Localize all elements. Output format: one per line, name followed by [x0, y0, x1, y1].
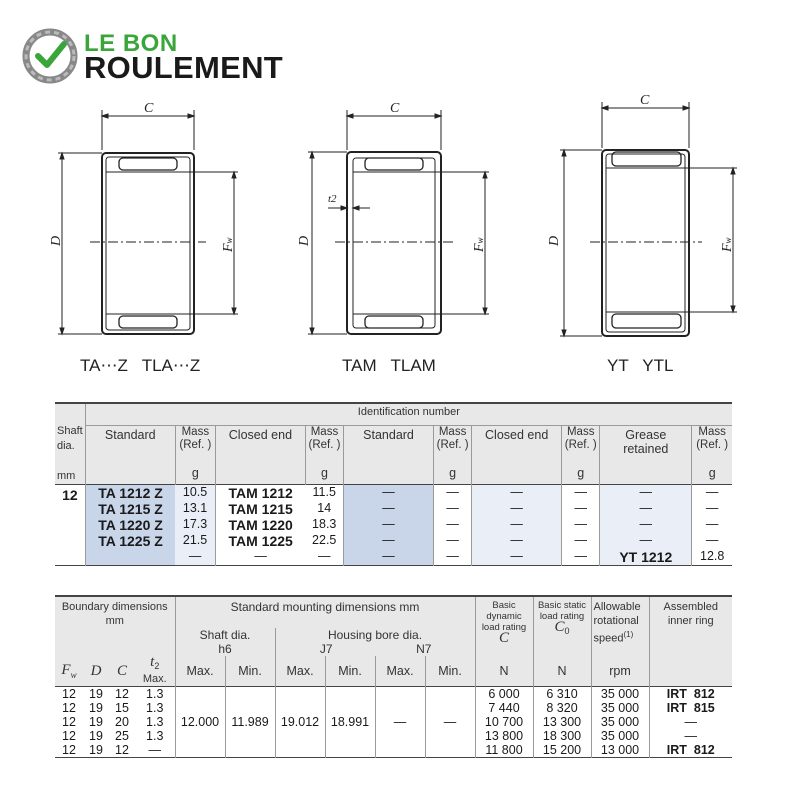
fw-value: 12	[62, 729, 76, 744]
part-number: —	[600, 517, 692, 533]
part-number: TA 1212 Z	[85, 485, 175, 502]
c-value: 20	[115, 715, 129, 730]
part-number: TAM 1212	[215, 485, 305, 502]
unit-n: N	[533, 656, 591, 687]
t2-value: 1.3	[146, 687, 164, 702]
group-standard: Standard	[85, 426, 175, 466]
static-rating-header: Basic static load rating $C_0$	[533, 596, 591, 656]
table-row	[55, 549, 732, 566]
table-row	[55, 533, 732, 549]
ident-header: Identification number	[85, 403, 732, 426]
bearing-drawings	[0, 90, 800, 390]
d-value: 19	[89, 715, 103, 730]
group-closed-end: Closed end	[215, 426, 305, 466]
mass-header: Mass (Ref. )	[175, 426, 215, 466]
mass-unit: g	[692, 466, 732, 485]
table-row	[55, 501, 732, 517]
dynamic-rating-value: 11 800	[475, 743, 533, 758]
fw-value: 12	[62, 715, 76, 730]
mass-value: 11.5	[312, 485, 336, 499]
part-number: —	[343, 549, 433, 566]
part-number: —	[600, 533, 692, 549]
mass-header: Mass (Ref. )	[434, 426, 472, 466]
part-number: —	[472, 485, 562, 502]
c-value: 15	[115, 701, 129, 716]
mass-value: 13.1	[175, 501, 215, 517]
group-standard-2: Standard	[343, 426, 433, 466]
part-number: —	[343, 485, 433, 502]
mass-value: 17.3	[175, 517, 215, 533]
shaft-value: 12	[62, 487, 78, 503]
col-max: Max.	[275, 656, 325, 687]
dynamic-rating-value: 7 440	[475, 701, 533, 715]
brand-line1: LE BON	[84, 30, 178, 57]
housing-bore: Housing bore dia. J7 N7	[275, 628, 475, 656]
dimensions-table	[55, 595, 732, 758]
part-number: —	[472, 533, 562, 549]
caption-ta-z: TA⋯Z TLA⋯Z	[80, 356, 201, 375]
speed-header: Allowable rotational speed$^{(1)}$	[591, 596, 649, 656]
mass-header: Mass (Ref. )	[305, 426, 343, 466]
static-rating-value: 18 300	[533, 729, 591, 743]
t2-value: 1.3	[146, 729, 164, 744]
mass-unit: g	[562, 466, 600, 485]
inner-ring-value: —	[649, 715, 732, 729]
speed-value: 13 000	[591, 743, 649, 758]
mass-unit: g	[305, 466, 343, 485]
static-rating-value: 15 200	[533, 743, 591, 758]
part-number: —	[215, 549, 305, 566]
dim-d-label: D	[297, 235, 312, 246]
dim-d-label: D	[49, 235, 64, 246]
mass-unit: g	[175, 466, 215, 485]
fw-value: 12	[62, 743, 76, 758]
d-value: 19	[89, 743, 103, 758]
h6-min-value: 11.989	[225, 687, 275, 758]
part-number: TAM 1225	[215, 533, 305, 549]
speed-value: 35 000	[591, 687, 649, 702]
group-grease-retained: Grease retained	[600, 426, 692, 466]
fw-value: 12	[62, 701, 76, 716]
mass-value: —	[692, 501, 732, 517]
part-number: YT 1212	[600, 549, 692, 566]
mass-value: —	[562, 485, 600, 502]
dim-t2-label: t2	[328, 193, 337, 205]
mass-value: —	[562, 549, 600, 566]
inner-ring-value: —	[649, 729, 732, 743]
inner-ring-value: IRT 812	[649, 743, 732, 758]
mass-value: —	[434, 485, 472, 502]
part-number: TA 1215 Z	[85, 501, 175, 517]
group-closed-end-2: Closed end	[472, 426, 562, 466]
unit-n: N	[475, 656, 533, 687]
n7-min-value: —	[425, 687, 475, 758]
t2-value: 1.3	[146, 701, 164, 716]
c-value: 12	[115, 687, 129, 702]
dim-fw-label: Fw	[720, 237, 735, 252]
col-d: D	[90, 662, 102, 679]
shaft-dia-header: Shaft dia. mm	[57, 425, 83, 482]
part-number: —	[343, 533, 433, 549]
mass-value: 22.5	[312, 533, 337, 547]
dynamic-rating-value: 13 800	[475, 729, 533, 743]
mass-header: Mass (Ref. )	[562, 426, 600, 466]
identification-table	[55, 402, 732, 566]
mass-value: —	[434, 517, 472, 533]
part-number: TAM 1220	[215, 517, 305, 533]
table-row	[55, 517, 732, 533]
dim-c-label: C	[640, 93, 650, 108]
mass-value: —	[692, 533, 732, 549]
dim-c-label: C	[144, 101, 154, 116]
mass-unit: g	[434, 466, 472, 485]
speed-value: 35 000	[591, 715, 649, 729]
part-number: TAM 1215	[215, 501, 305, 517]
dim-d-label: D	[547, 235, 562, 246]
col-fw: $F_w$	[61, 662, 77, 681]
mass-value: —	[434, 549, 472, 566]
part-number: —	[600, 485, 692, 502]
c-value: 12	[115, 743, 129, 758]
part-number	[85, 549, 175, 566]
mass-value: —	[562, 533, 600, 549]
shaft-dia-h6: Shaft dia. h6	[175, 628, 275, 656]
brand-line2: ROULEMENT	[84, 50, 284, 85]
mass-value: —	[562, 517, 600, 533]
mass-value: —	[434, 533, 472, 549]
static-rating-value: 13 300	[533, 715, 591, 729]
col-min: Min.	[425, 656, 475, 687]
part-number: —	[472, 549, 562, 566]
j7-min-value: 18.991	[325, 687, 375, 758]
t2-value: 1.3	[146, 715, 164, 730]
dim-fw-label: Fw	[472, 237, 487, 252]
d-value: 19	[89, 687, 103, 702]
static-rating-value: 6 310	[533, 687, 591, 702]
c-value: 25	[115, 729, 129, 744]
part-number: —	[343, 501, 433, 517]
fw-value: 12	[62, 687, 76, 702]
d-value: 19	[89, 701, 103, 716]
drawing-yt	[560, 102, 737, 336]
mass-value: —	[317, 549, 331, 563]
col-min: Min.	[225, 656, 275, 687]
t2-value: —	[148, 743, 161, 758]
dim-c-label: C	[390, 101, 400, 116]
speed-value: 35 000	[591, 701, 649, 715]
d-value: 19	[89, 729, 103, 744]
col-t2: $t_2$ Max.	[142, 654, 167, 686]
part-number: —	[472, 501, 562, 517]
mass-value: 14	[317, 501, 332, 515]
mass-value: —	[434, 501, 472, 517]
dynamic-rating-value: 6 000	[475, 687, 533, 702]
col-max: Max.	[175, 656, 225, 687]
caption-yt: YT YTL	[607, 356, 674, 375]
boundary-header: Boundary dimensions mm	[61, 601, 168, 627]
dim-fw-label: Fw	[221, 237, 236, 252]
inner-ring-header: Assembled inner ring	[649, 596, 732, 656]
part-number: —	[600, 501, 692, 517]
part-number: —	[343, 517, 433, 533]
table-row	[55, 687, 732, 702]
dynamic-rating-header: Basic dynamic load rating C	[475, 596, 533, 656]
mass-value: —	[562, 501, 600, 517]
n7-max-value: —	[375, 687, 425, 758]
mass-value: 12.8	[692, 549, 732, 566]
mass-value: 21.5	[175, 533, 215, 549]
col-max: Max.	[375, 656, 425, 687]
inner-ring-value: IRT 815	[649, 701, 732, 715]
table-row	[55, 485, 732, 502]
part-number: TA 1225 Z	[85, 533, 175, 549]
col-c: C	[116, 662, 127, 679]
col-min: Min.	[325, 656, 375, 687]
bearing-check-icon	[22, 28, 78, 84]
inner-ring-value: IRT 812	[649, 687, 732, 702]
mass-value: 18.3	[312, 517, 337, 531]
speed-value: 35 000	[591, 729, 649, 743]
mass-header: Mass (Ref. )	[692, 426, 732, 466]
part-number: —	[472, 517, 562, 533]
drawing-ta-z	[58, 110, 238, 334]
mass-value: 10.5	[175, 485, 215, 502]
mass-value: —	[175, 549, 215, 566]
mounting-header: Standard mounting dimensions mm	[175, 596, 475, 628]
unit-rpm: rpm	[591, 656, 649, 687]
caption-tam: TAM TLAM	[342, 356, 436, 375]
mass-value: —	[692, 485, 732, 502]
static-rating-value: 8 320	[533, 701, 591, 715]
j7-max-value: 19.012	[275, 687, 325, 758]
dynamic-rating-value: 10 700	[475, 715, 533, 729]
mass-value: —	[692, 517, 732, 533]
part-number: TA 1220 Z	[85, 517, 175, 533]
drawing-tam	[308, 110, 489, 334]
h6-max-value: 12.000	[175, 687, 225, 758]
